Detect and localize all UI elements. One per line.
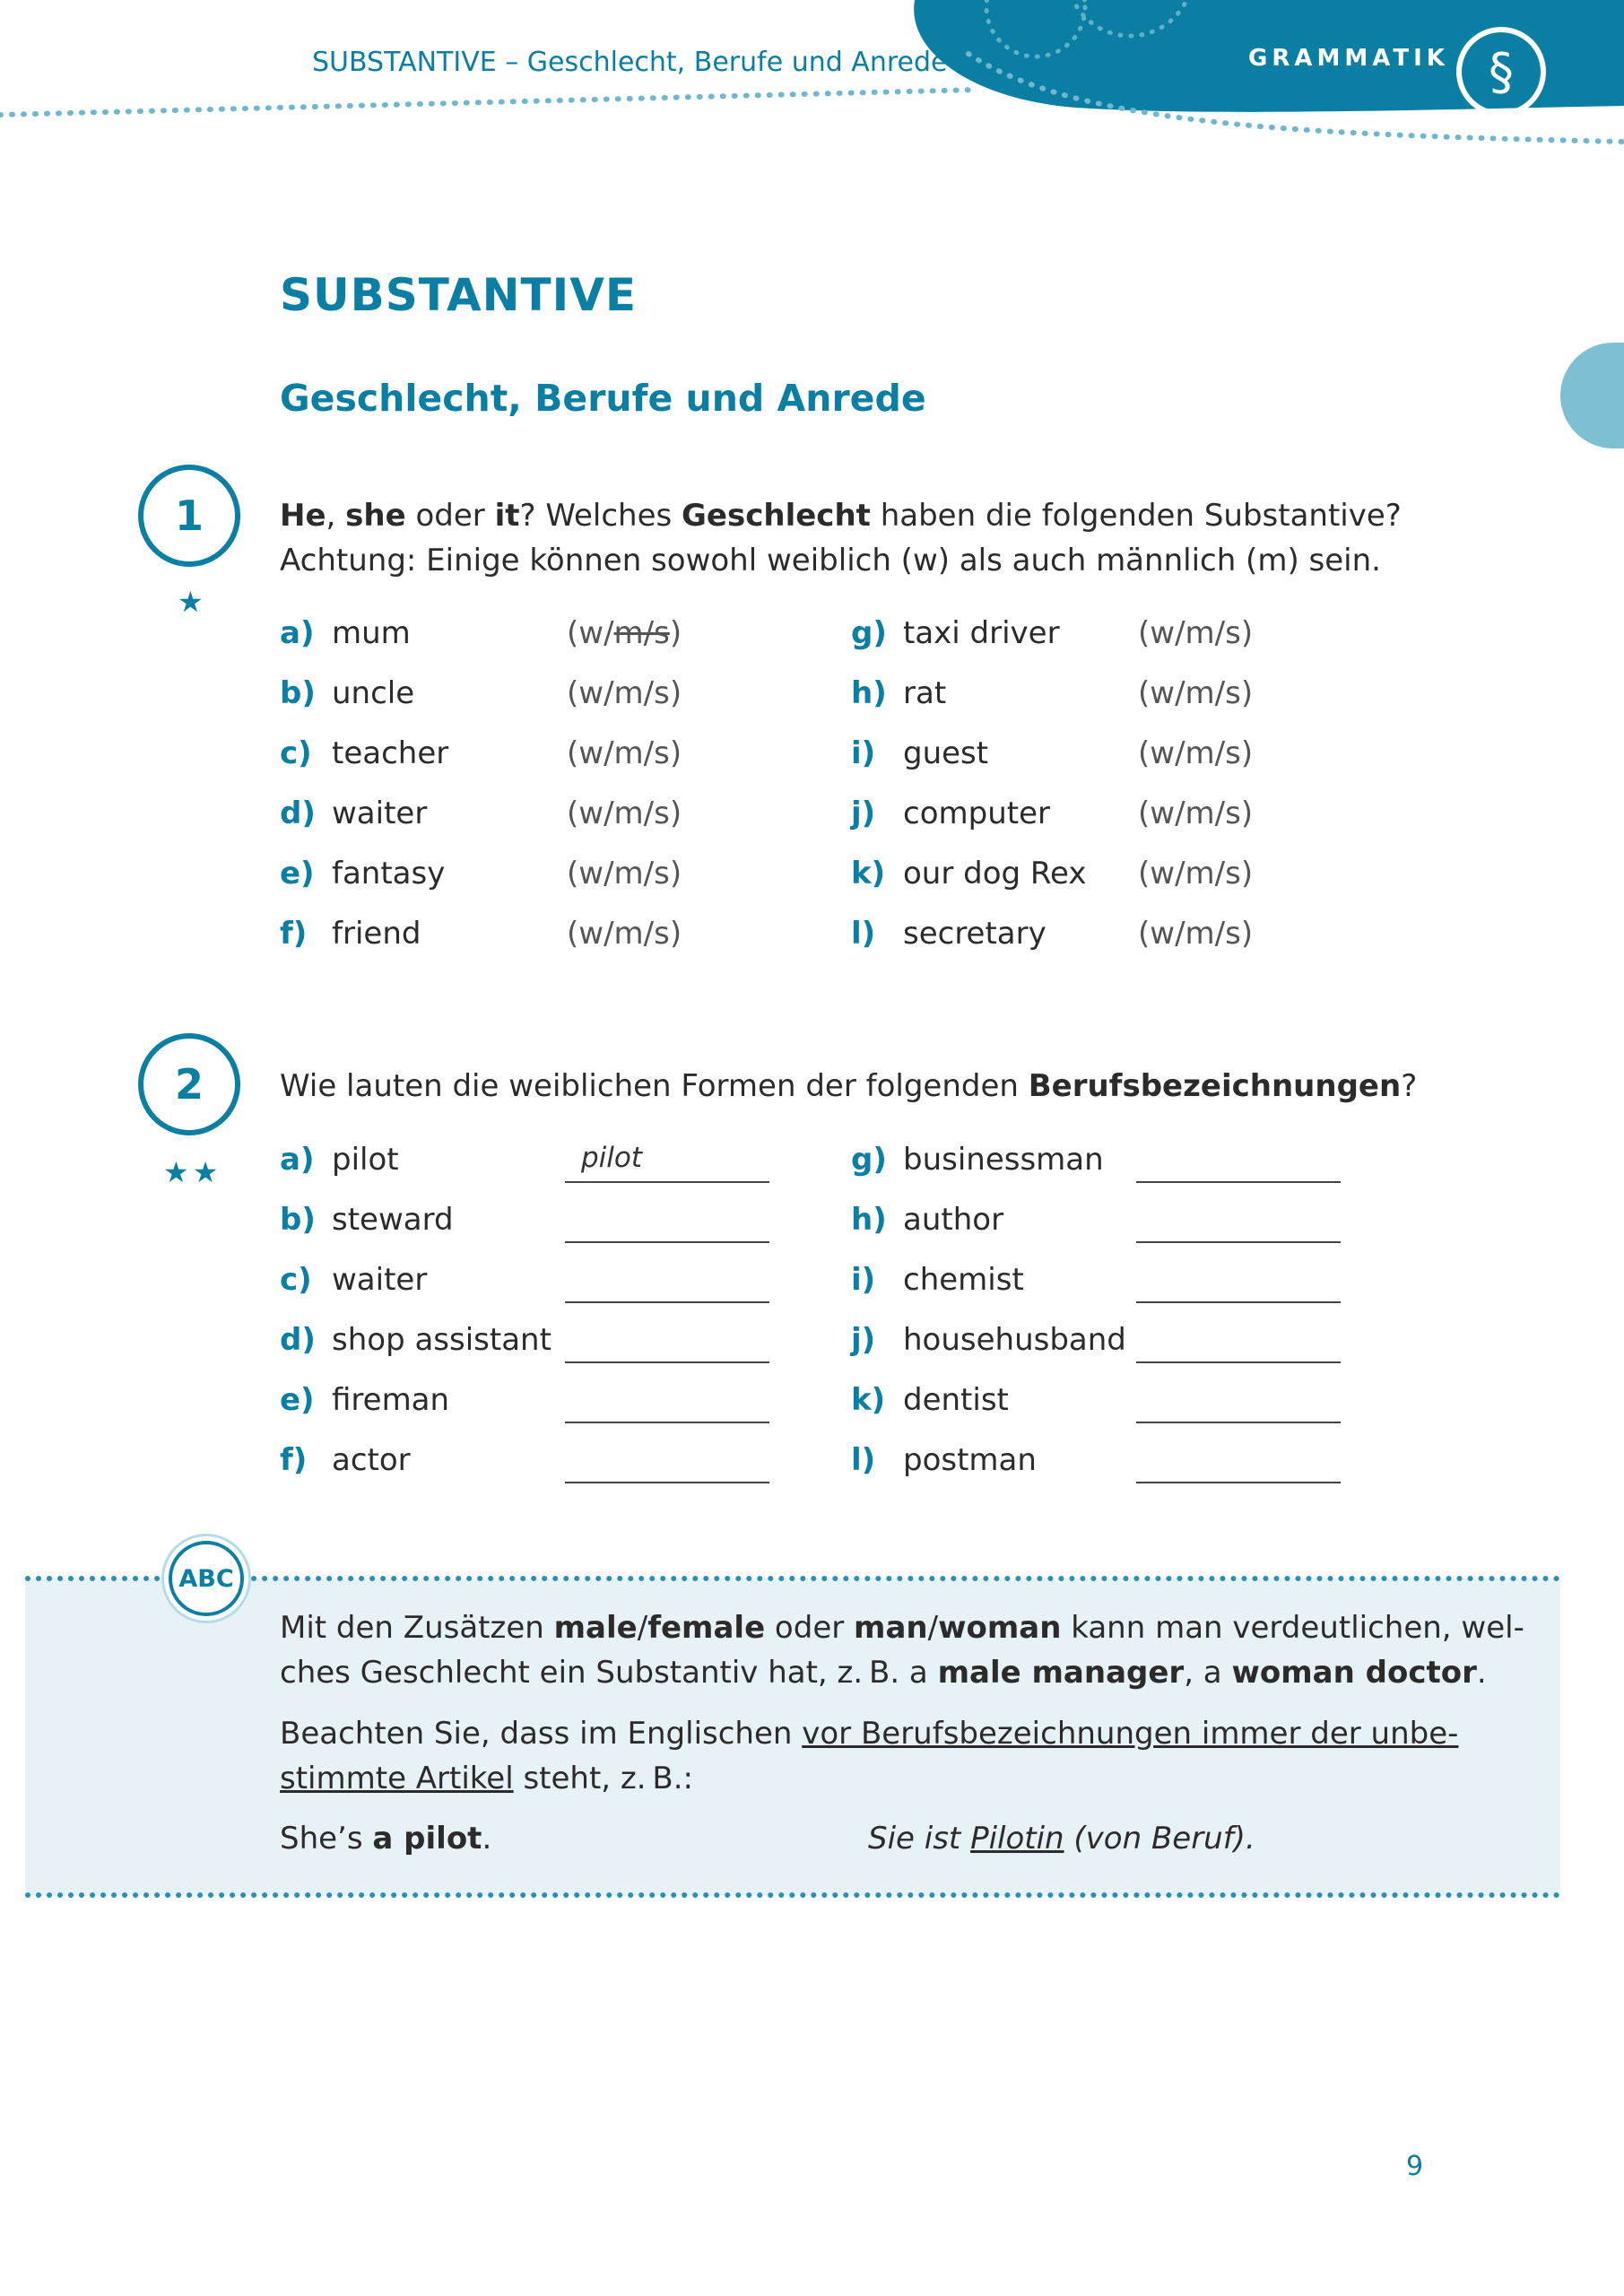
info-box-top-border [25, 1576, 1560, 1581]
exercise-1-item-f: f) friend (w/m/s) [280, 916, 682, 952]
answer-line[interactable] [1136, 1142, 1341, 1183]
gender-option[interactable]: (w/m/s) [567, 735, 682, 771]
exercise-1-item-k: k) our dog Rex (w/m/s) [851, 856, 1254, 891]
exercise-2-item-b: b) steward [280, 1202, 773, 1243]
answer-line[interactable] [565, 1262, 769, 1303]
gender-option[interactable]: (w/m/s) [1138, 796, 1254, 831]
exercise-1-item-a: a) mum (w/m/s) [280, 615, 682, 651]
exercise-2-item-a: a) pilot pilot [280, 1142, 773, 1183]
page-number: 9 [1406, 2151, 1424, 2182]
exercise-2-item-h: h) author [851, 1202, 1344, 1243]
running-head: SUBSTANTIVE – Geschlecht, Berufe und Anrede [312, 47, 948, 78]
page-subtitle: Geschlecht, Berufe und Anrede [280, 377, 926, 420]
exercise-2-item-c: c) waiter [280, 1262, 773, 1303]
difficulty-star-icon: ★ [178, 585, 207, 619]
answer-line[interactable] [1136, 1202, 1341, 1243]
page-title: SUBSTANTIVE [280, 269, 638, 321]
answer-line[interactable] [565, 1442, 769, 1483]
info-example-german: Sie ist Pilotin (von Beruf). [868, 1821, 1255, 1857]
exercise-1-item-j: j) computer (w/m/s) [851, 796, 1254, 831]
exercise-1-item-e: e) fantasy (w/m/s) [280, 856, 682, 891]
paragraph-sign-icon: § [1456, 27, 1546, 117]
header-decoration [0, 0, 1624, 161]
info-paragraph-1: Mit den Zusätzen male/female oder man/woman kann man verdeutlichen, wel- ches Geschlecht ein Substantiv hat, z. B. a male manager, a woman doctor. [280, 1610, 1524, 1691]
exercise-2-item-e: e) fireman [280, 1382, 773, 1423]
answer-line[interactable] [1136, 1322, 1341, 1363]
exercise-2-item-d: d) shop assistant [280, 1322, 773, 1363]
section-label: GRAMMATIK [1248, 45, 1449, 72]
exercise-2-item-k: k) dentist [851, 1382, 1344, 1423]
gender-option[interactable]: (w/m/s) [1138, 916, 1254, 952]
answer-line[interactable] [1136, 1382, 1341, 1423]
exercise-1-item-g: g) taxi driver (w/m/s) [851, 615, 1254, 651]
exercise-1-instruction: He, she oder it? Welches Geschlecht haben die folgenden Substantive? Achtung: Einige können sowohl weiblich (w) als auch männlich (m) sein. [280, 498, 1402, 578]
gender-option[interactable]: (w/m/s) [1138, 856, 1254, 891]
answer-line[interactable]: pilot [565, 1142, 769, 1183]
exercise-2-number: 2 [138, 1033, 240, 1135]
exercise-1-item-h: h) rat (w/m/s) [851, 675, 1254, 711]
exercise-2-item-j: j) househusband [851, 1322, 1344, 1363]
exercise-1-item-d: d) waiter (w/m/s) [280, 796, 682, 831]
gender-option[interactable]: (w/m/s) [567, 856, 682, 891]
answer-line[interactable] [565, 1322, 769, 1363]
exercise-1-item-c: c) teacher (w/m/s) [280, 735, 682, 771]
info-paragraph-2: Beachten Sie, dass im Englischen vor Berufsbezeichnungen immer der unbe- stimmte Artikel steht, z. B.: [280, 1716, 1459, 1796]
info-box-bottom-border [25, 1892, 1560, 1898]
gender-option[interactable]: (w/m/s) [1138, 615, 1254, 651]
exercise-1-item-l: l) secretary (w/m/s) [851, 916, 1254, 952]
difficulty-stars-icon: ★★ [163, 1155, 222, 1189]
gender-option[interactable]: (w/m/s) [567, 796, 682, 831]
info-example-english: She’s a pilot. [280, 1821, 492, 1857]
exercise-2-item-l: l) postman [851, 1442, 1344, 1483]
answer-line[interactable] [1136, 1442, 1341, 1483]
answer-line[interactable] [1136, 1262, 1341, 1303]
abc-icon: ABC [161, 1534, 251, 1623]
answer-line[interactable] [565, 1382, 769, 1423]
gender-option[interactable]: (w/m/s) [567, 916, 682, 952]
answer-line[interactable] [565, 1202, 769, 1243]
gender-option[interactable]: (w/m/s) [567, 675, 682, 711]
gender-option-answered[interactable]: (w/m/s) [567, 615, 682, 651]
exercise-1-number: 1 [138, 465, 240, 567]
exercise-1-item-i: i) guest (w/m/s) [851, 735, 1254, 771]
exercise-2-item-g: g) businessman [851, 1142, 1344, 1183]
side-tab-marker [1560, 343, 1624, 448]
gender-option[interactable]: (w/m/s) [1138, 675, 1254, 711]
exercise-2-instruction: Wie lauten die weiblichen Formen der folgenden Berufsbezeichnungen? [280, 1068, 1418, 1104]
exercise-2-item-f: f) actor [280, 1442, 773, 1483]
gender-option[interactable]: (w/m/s) [1138, 735, 1254, 771]
exercise-1-item-b: b) uncle (w/m/s) [280, 675, 682, 711]
exercise-2-item-i: i) chemist [851, 1262, 1344, 1303]
